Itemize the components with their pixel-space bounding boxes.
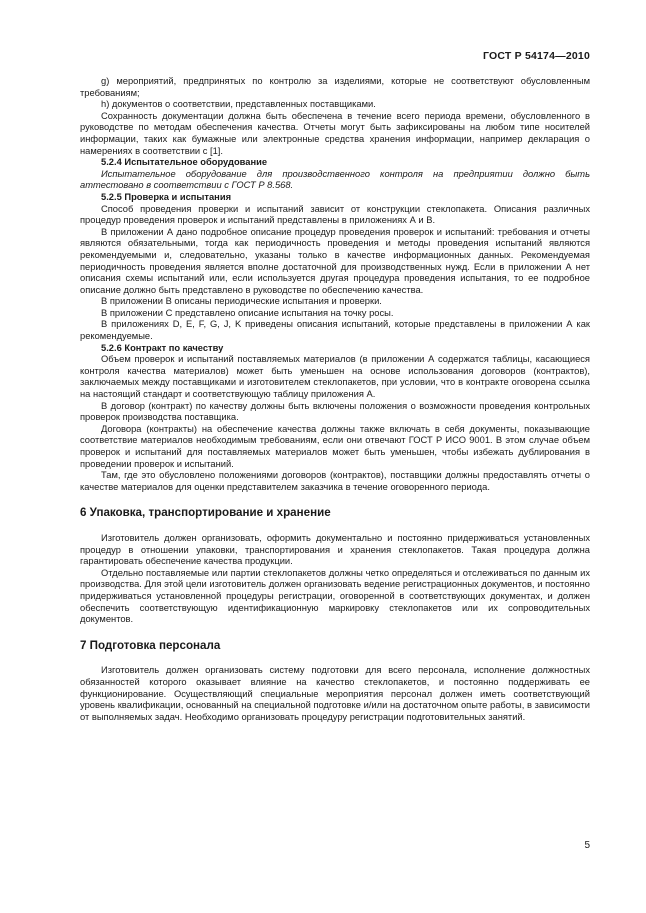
paragraph: h) документов о соответствии, представленных поставщиками. — [101, 99, 376, 110]
section-heading-5-2-6: 5.2.6 Контракт по качеству — [101, 342, 224, 353]
paragraph: В приложении В описаны периодические испытания и проверки. — [101, 296, 382, 307]
paragraph: Там, где это обусловлено положениями договоров (контрактов), поставщики должны предоставлять отчеты о качестве материалов для оценки представителем заказчика в течение оговоренного периода. — [80, 470, 590, 492]
paragraph: В приложениях D, E, F, G, J, K приведены описания испытаний, которые представлены в приложении А как рекомендуемые. — [80, 319, 590, 342]
page-number: 5 — [584, 840, 590, 851]
section-heading-6: 6 Упаковка, транспортирование и хранение — [80, 506, 331, 520]
standard-header: ГОСТ Р 54174—2010 — [482, 50, 590, 62]
paragraph: Объем проверок и испытаний поставляемых материалов (в приложении А содержатся таблицы, касающиеся контроля качества материалов) может быть уменьшен на основе использования договоров (контрактов), заключаемых между поставщиками и изготовителем стеклопакетов, при условии, что в контракте оговорена ссылка на настоящий стандарт и соответствующую таблицу приложения А. — [80, 354, 590, 400]
page-content — [80, 76, 590, 723]
paragraph: Способ проведения проверки и испытаний зависит от конструкции стеклопакета. Описания различных процедур проведения проверок и испытаний представлены в приложениях А и В. — [80, 203, 590, 226]
paragraph: Сохранность документации должна быть обеспечена в течение всего периода времени, обусловленного в руководстве по методам обеспечения качества. Отчеты могут быть зафиксированы на любом типе носителей информации, таких как бумажные или электронные средства хранения информации, например декларация о намерениях в соответствии с [1]. — [80, 110, 590, 156]
section-heading-7: 7 Подготовка персонала — [80, 638, 221, 652]
section-heading-5-2-4: 5.2.4 Испытательное оборудование — [101, 157, 268, 168]
paragraph: Испытательное оборудование для производственного контроля на предприятии должно быть аттестовано в соответствии с ГОСТ Р 8.568. — [80, 168, 590, 191]
paragraph: В приложении С представлено описание испытания на точку росы. — [101, 307, 394, 318]
paragraph: В приложении А дано подробное описание процедур проведения проверок и испытаний: требования и отчеты являются обязательными, тогда как периодичность проведения и методы проведения испытаний являются рекомендуемыми и, следовательно, указаны только в качестве информационных данных. Рекомендуемая периодичность проведения является вполне достаточной для производственных нужд. Если в приложении А нет описания схемы испытаний или, если используется другая процедура проведения испытания, то ее подробное описание должно быть представлено в руководстве по обеспечению качества. — [80, 226, 590, 295]
paragraph: Изготовитель должен организовать систему подготовки для всего персонала, исполнение должностных обязанностей которого оказывает влияние на качество стеклопакетов, и постоянно поддерживать ее функционирование. Осуществляющий специальные мероприятия персонал должен иметь соответствующий уровень квалификации, основанный на специальной подготовке и/или на достаточном опыте работы, в зависимости от выполняемых задач. Необходимо организовать процедуру регистрации подготовительных занятий. — [80, 665, 590, 722]
paragraph: g) мероприятий, предпринятых по контролю за изделиями, которые не соответствуют обусловленным требованиям; — [80, 76, 590, 98]
paragraph: В договор (контракт) по качеству должны быть включены положения о возможности проведения контрольных проверок производства поставщика. — [80, 400, 590, 423]
paragraph: Изготовитель должен организовать, оформить документально и постоянно придерживаться установленных процедур в отношении упаковки, транспортирования и хранения стеклопакетов. Такая процедура должна гарантировать обеспечение качества продукции. — [80, 532, 590, 567]
section-heading-5-2-5: 5.2.5 Проверка и испытания — [101, 191, 232, 202]
paragraph: Отдельно поставляемые или партии стеклопакетов должны четко определяться и отслеживаться по данным их производства. Для этой цели изготовитель должен организовать ведение регистрационных документов, и постоянно придерживаться установленной процедуры регистрации, оговоренной в соответствующих документах, и должен обеспечить соответствующую идентификационную маркировку стеклопакетов или их сопроводительных документов. — [80, 567, 590, 625]
paragraph: Договора (контракты) на обеспечение качества должны также включать в себя документы, показывающие соответствие материалов необходимым требованиям, если они отвечают ГОСТ Р ИСО 9001. В этом случае объем проверок и испытаний для поставляемых материалов может быть уменьшен, чтобы избежать дублирования в проведении проверок и испытаний. — [80, 423, 590, 469]
